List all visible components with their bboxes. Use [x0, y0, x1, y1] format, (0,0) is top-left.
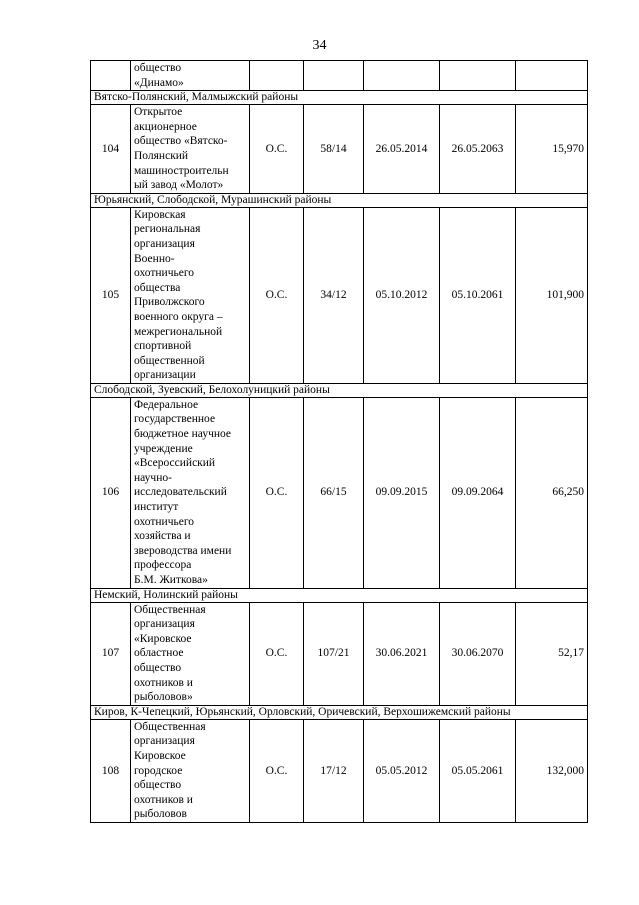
organization-name-line: общество	[134, 62, 182, 74]
area-value: 52,17	[516, 602, 588, 705]
document-kind	[250, 61, 304, 91]
organization-name-line: профессора	[134, 559, 192, 572]
organization-name-line: «Всероссийский	[134, 457, 216, 470]
end-date: 05.10.2061	[440, 207, 516, 383]
organization-name-line: спортивной	[134, 340, 192, 353]
organization-name-line: охотников и	[134, 676, 193, 689]
page-number: 34	[312, 38, 327, 53]
end-date: 05.05.2061	[440, 719, 516, 822]
record-number	[91, 61, 131, 91]
document-kind: О.С.	[250, 105, 304, 194]
end-date: 30.06.2070	[440, 602, 516, 705]
area-value: 15,970	[516, 105, 588, 194]
district-row	[91, 91, 588, 105]
organization-name-line: бюджетное научное	[134, 428, 232, 441]
organization-name-line: Кировская	[134, 208, 186, 221]
record-number: 106	[91, 397, 131, 588]
document-kind: О.С.	[250, 602, 304, 705]
organization-name-line: областное	[134, 647, 184, 660]
organization-name-line: государственное	[134, 413, 216, 426]
document-number: 107/21	[304, 602, 364, 705]
organization-name-line: ый завод «Молот»	[134, 179, 224, 192]
document-number: 58/14	[304, 105, 364, 194]
table-body	[91, 61, 588, 823]
organization-name-line: межрегиональной	[134, 325, 223, 338]
organization-name-line: общества	[134, 281, 181, 294]
hunting-grounds-table	[90, 60, 588, 823]
start-date: 05.05.2012	[364, 719, 440, 822]
start-date: 26.05.2014	[364, 105, 440, 194]
organization-name-line: организация	[134, 618, 195, 631]
organization-name-line: охотничьего	[134, 267, 195, 280]
district-label: Вятско-Полянский, Малмыжский районы	[91, 91, 588, 105]
organization-name-line: охотников и	[134, 793, 193, 806]
district-row	[91, 588, 588, 602]
organization-name	[131, 602, 250, 705]
end-date: 26.05.2063	[440, 105, 516, 194]
record-number: 108	[91, 719, 131, 822]
district-label: Немский, Нолинский районы	[91, 588, 588, 602]
end-date	[440, 61, 516, 91]
organization-name-line: общество	[134, 779, 182, 792]
organization-name	[131, 105, 250, 194]
district-row	[91, 383, 588, 397]
document-kind: О.С.	[250, 397, 304, 588]
start-date: 09.09.2015	[364, 397, 440, 588]
organization-name-line: организация	[134, 237, 195, 250]
document-kind: О.С.	[250, 207, 304, 383]
organization-name-line: машиностроительн	[134, 164, 229, 177]
area-value: 66,250	[516, 397, 588, 588]
organization-name-line: региональная	[134, 223, 201, 236]
organization-name-line: общество «Вятско-	[134, 135, 228, 148]
organization-name-line: научно-	[134, 471, 172, 484]
organization-name-line: городское	[134, 764, 183, 777]
organization-name-line: хозяйства и	[134, 530, 191, 543]
table-row	[91, 602, 588, 705]
district-label: Юрьянский, Слободской, Мурашинский районы	[91, 193, 588, 207]
organization-name-line: институт	[134, 501, 179, 514]
organization-name-line: Кировское	[134, 749, 186, 762]
organization-name-line: рыболовов»	[134, 691, 193, 704]
organization-name-line: Военно-	[134, 252, 175, 265]
organization-name-line: звероводства имени	[134, 544, 232, 557]
record-number: 105	[91, 207, 131, 383]
area-value: 101,900	[516, 207, 588, 383]
start-date: 05.10.2012	[364, 207, 440, 383]
document-kind: О.С.	[250, 719, 304, 822]
organization-name-line: «Кировское	[134, 632, 192, 645]
record-number: 104	[91, 105, 131, 194]
end-date: 09.09.2064	[440, 397, 516, 588]
organization-name-line: Б.М. Житкова»	[134, 574, 208, 586]
continuation-row	[91, 61, 588, 91]
organization-name-line: охотничьего	[134, 515, 195, 528]
start-date	[364, 61, 440, 91]
organization-name-line: Приволжского	[134, 296, 205, 309]
organization-name-line: Открытое	[134, 106, 183, 119]
organization-name-line: акционерное	[134, 120, 197, 133]
organization-name	[131, 61, 250, 91]
organization-name-line: общество	[134, 661, 182, 674]
start-date: 30.06.2021	[364, 602, 440, 705]
record-number: 107	[91, 602, 131, 705]
organization-name-line: организации	[134, 369, 196, 382]
table-row	[91, 207, 588, 383]
area-value: 132,000	[516, 719, 588, 822]
district-row	[91, 193, 588, 207]
document-number	[304, 61, 364, 91]
organization-name-line: Общественная	[134, 720, 206, 733]
organization-name-line: Общественная	[134, 603, 206, 616]
document-number: 34/12	[304, 207, 364, 383]
district-row	[91, 705, 588, 719]
table-row	[91, 105, 588, 194]
area-value	[516, 61, 588, 91]
district-label: Киров, К-Чепецкий, Юрьянский, Орловский, Оричевский, Верхошижемский районы	[91, 705, 588, 719]
organization-name-line: учреждение	[134, 442, 193, 455]
document-number: 66/15	[304, 397, 364, 588]
organization-name-line: общественной	[134, 354, 205, 367]
organization-name-line: Федеральное	[134, 398, 199, 411]
document-number: 17/12	[304, 719, 364, 822]
organization-name-line: Полянский	[134, 149, 189, 162]
district-label: Слободской, Зуевский, Белохолуницкий районы	[91, 383, 588, 397]
organization-name	[131, 397, 250, 588]
organization-name-line: рыболовов	[134, 808, 187, 821]
organization-name	[131, 207, 250, 383]
organization-name	[131, 719, 250, 822]
table-row	[91, 719, 588, 822]
organization-name-line: исследовательский	[134, 486, 227, 499]
organization-name-line: «Динамо»	[134, 76, 184, 89]
organization-name-line: организация	[134, 735, 195, 748]
table-row	[91, 397, 588, 588]
organization-name-line: военного округа –	[134, 310, 223, 323]
